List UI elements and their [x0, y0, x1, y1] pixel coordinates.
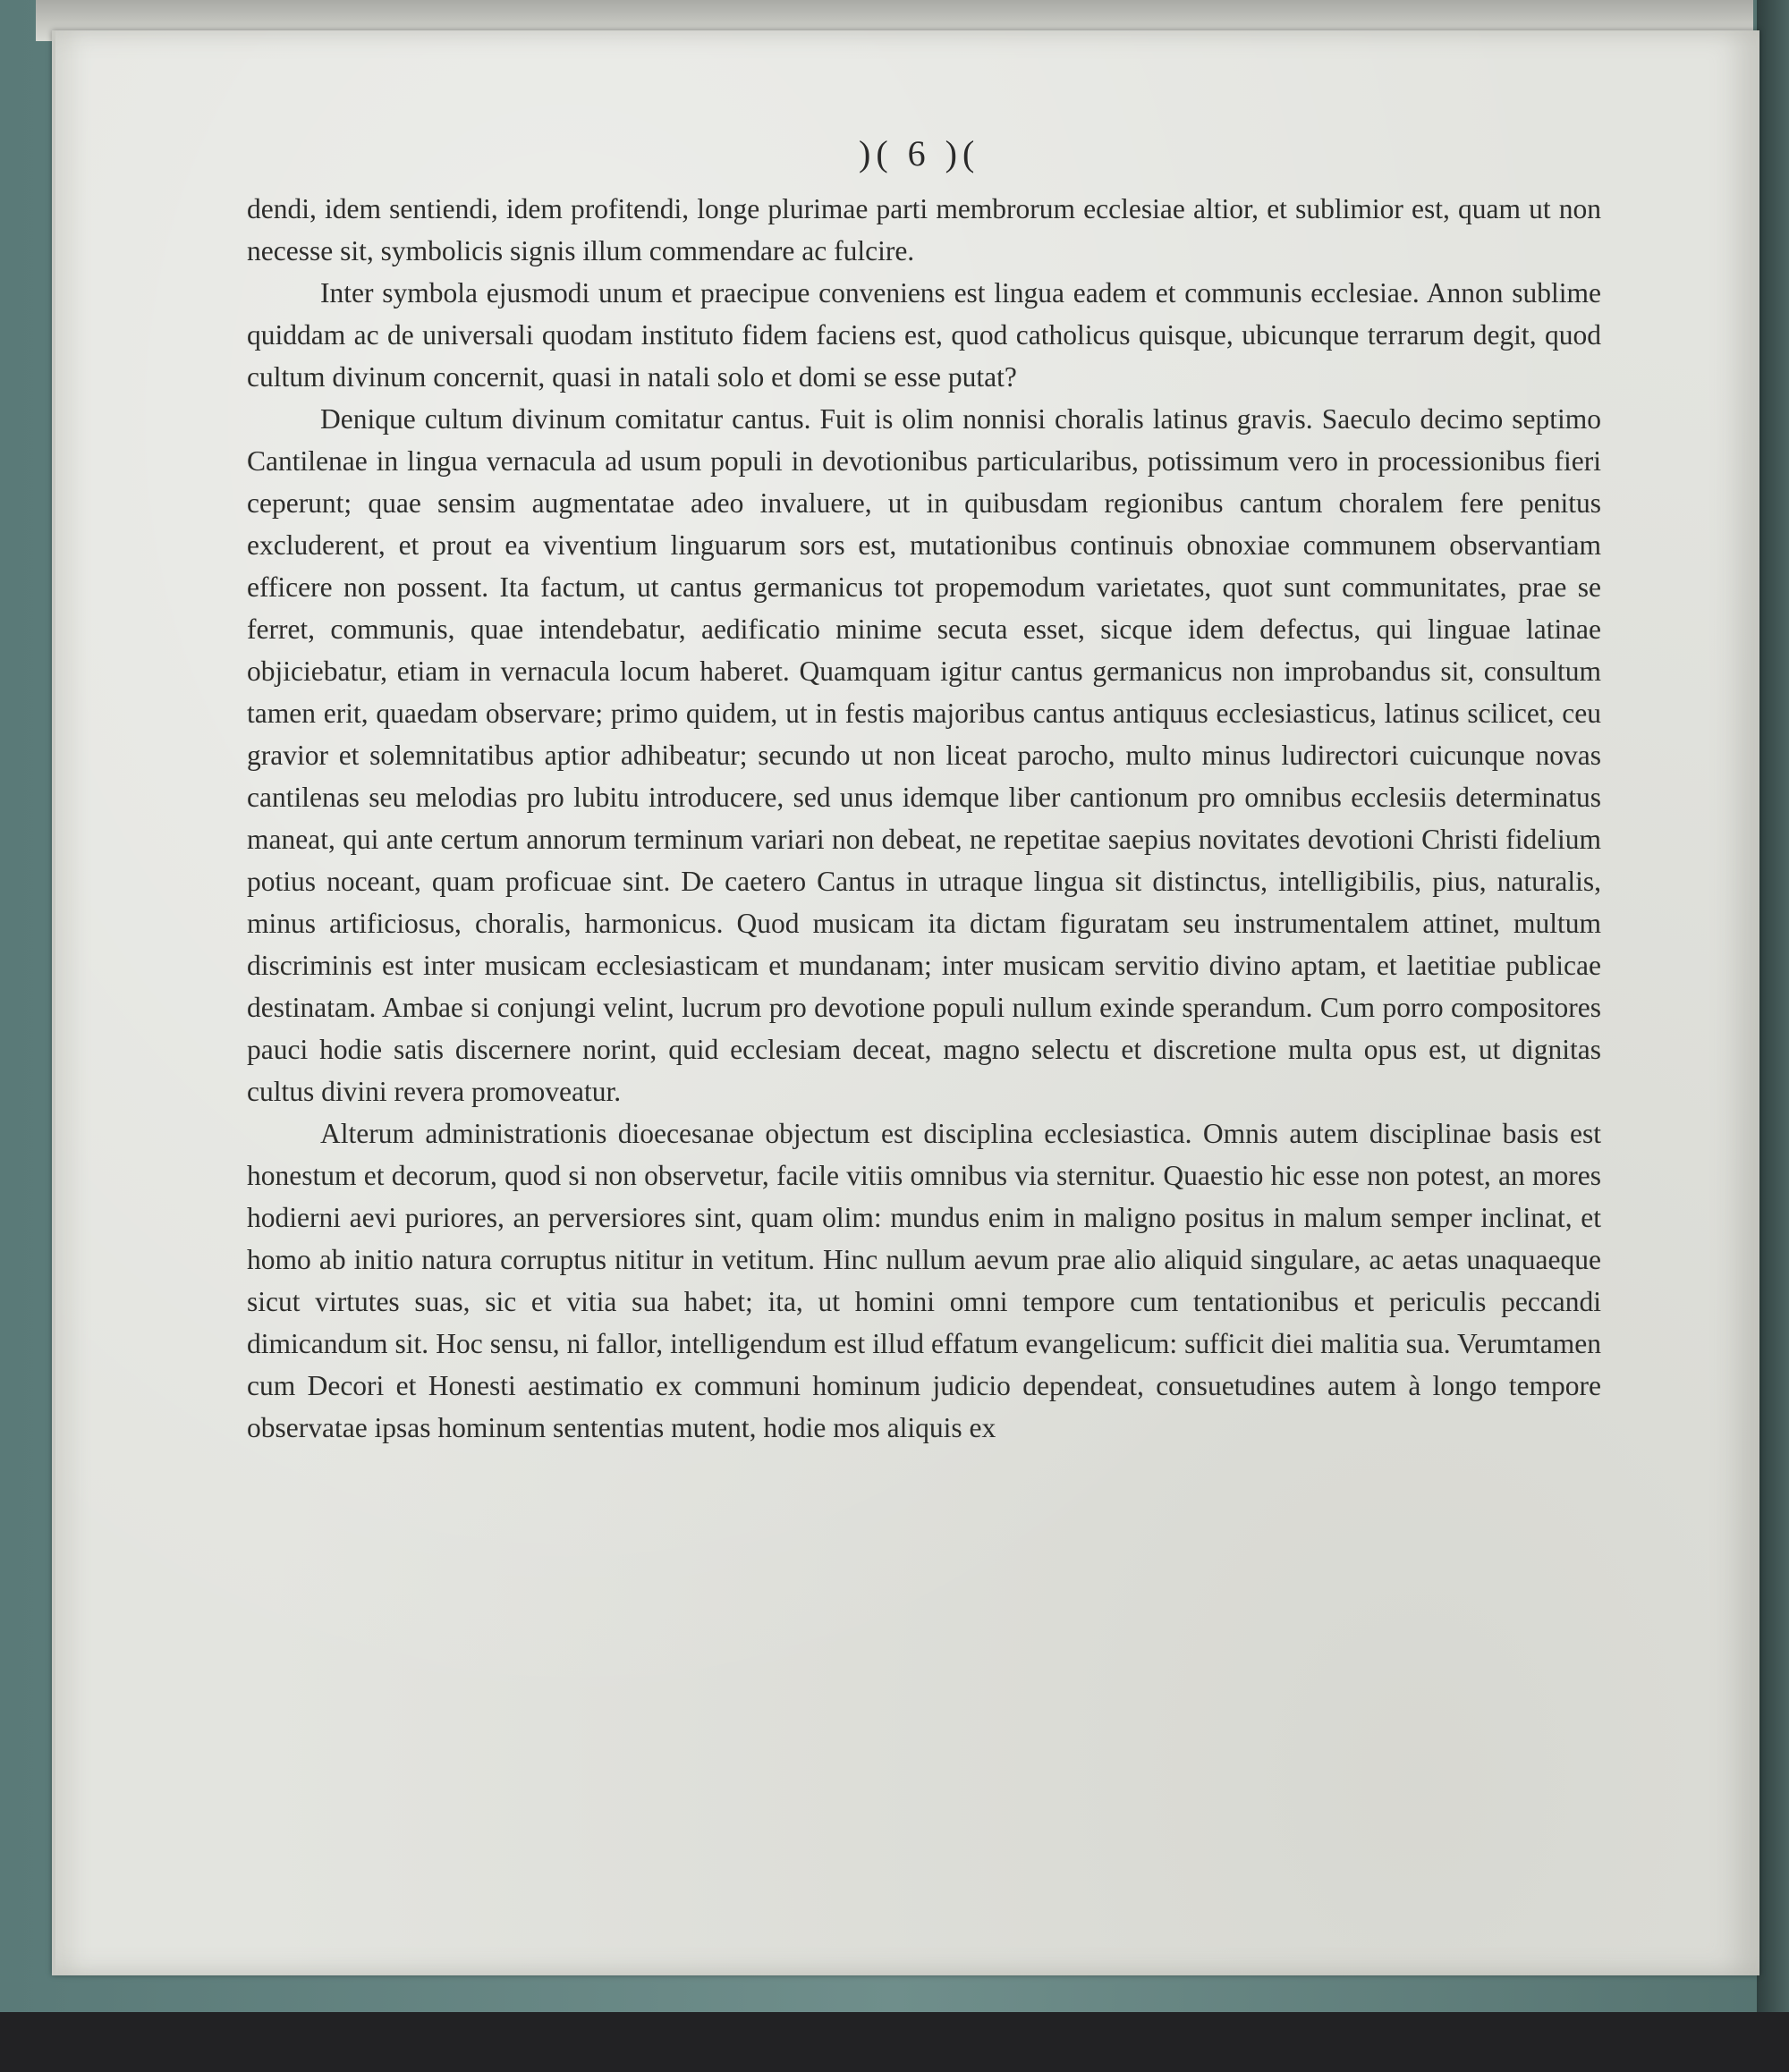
page-number: )( 6 )(: [859, 133, 980, 173]
scanner-bed: [0, 2012, 1789, 2072]
paragraph-symbola: Inter symbola ejusmodi unum et praecipue conveniens est lingua eadem et communis ecclesiae. Annon sublime quiddam ac de universali quodam instituto fidem faciens est, quod catholicus quisque, ubicunque terrarum degit, quod cultum divinum concernit, quasi in natali solo et domi se esse putat?: [247, 277, 1601, 393]
paragraph-disciplina: Alterum administrationis dioecesanae objectum est disciplina ecclesiastica. Omnis autem disciplinae basis est honestum et decorum, quod si non observetur, facile vitiis omnibus via sternitur. Quaestio hic esse non potest, an mores hodierni aevi puriores, an perversiores sint, quam olim: mundus enim in maligno positus in malum semper inclinat, et homo ab initio natura corruptus nititur in vetitum. Hinc nullum aevum prae alio aliquid singulare, ac aetas unaquaeque sicut virtutes suas, sic et vitia sua habet; ita, ut homini omni tempore cum tentationibus et periculis peccandi dimicandum sit. Hoc sensu, ni fallor, intelligendum est illud effatum evangelicum: sufficit diei malitia sua. Verumtamen cum Decori et Honesti aestimatio ex communi hominum judicio dependeat, consuetudines autem à longo tempore observatae ipsas hominum sententias mutent, hodie mos aliquis ex: [247, 1118, 1601, 1443]
paragraph-continuation: dendi, idem sentiendi, idem profitendi, longe plurimae parti membrorum ecclesiae altior, et sublimior est, quam ut non necesse sit, symbolicis signis illum commendare ac fulcire.: [247, 193, 1601, 266]
paragraph-cantus: Denique cultum divinum comitatur cantus. Fuit is olim nonnisi choralis latinus gravis. Saeculo decimo septimo Cantilenae in lingua vernacula ad usum populi in devotionibus particularibus, potissimum vero in processionibus fieri ceperunt; quae sensim augmentatae adeo invaluere, ut in quibusdam regionibus cantum choralem fere penitus excluderent, et prout ea viventium linguarum sors est, mutationibus continuis obnoxiae communem observantiam efficere non possent. Ita factum, ut cantus germanicus tot propemodum varietates, quot sunt communitates, prae se ferret, communis, quae intendebatur, aedificatio minime secuta esset, sicque idem defectus, qui linguae latinae objiciebatur, etiam in vernacula locum haberet. Quamquam igitur cantus germanicus non improbandus sit, consultum tamen erit, quaedam observare; primo quidem, ut in festis majoribus cantus antiquus ecclesiasticus, latinus scilicet, ceu gravior et solemnitatibus aptior adhibeatur; secundo ut non liceat parocho, multo minus ludirectori cuicunque novas cantilenas seu melodias pro lubitu introducere, sed unus idemque liber cantionum pro omnibus ecclesiis determinatus maneat, qui ante certum annorum terminum variari non debeat, ne repetitae saepius novitates devotioni Christi fidelium potius noceant, quam proficuae sint. De caetero Cantus in utraque lingua sit distinctus, intelligibilis, pius, naturalis, minus artificiosus, choralis, harmonicus. Quod musicam ita dictam figuratam seu instrumentalem attinet, multum discriminis est inter musicam ecclesiasticam et mundanam; inter musicam servitio divino aptam, et laetitiae publicae destinatam. Ambae si conjungi velint, lucrum pro devotione populi nullum exinde sperandum. Cum porro compositores pauci hodie satis discernere norint, quid ecclesiam deceat, magno selectu et discretione multa opus est, ut dignitas cultus divini revera promoveatur.: [247, 403, 1601, 1107]
book-cover-edge: [1757, 0, 1789, 2012]
page-body-text: [247, 188, 1601, 1449]
